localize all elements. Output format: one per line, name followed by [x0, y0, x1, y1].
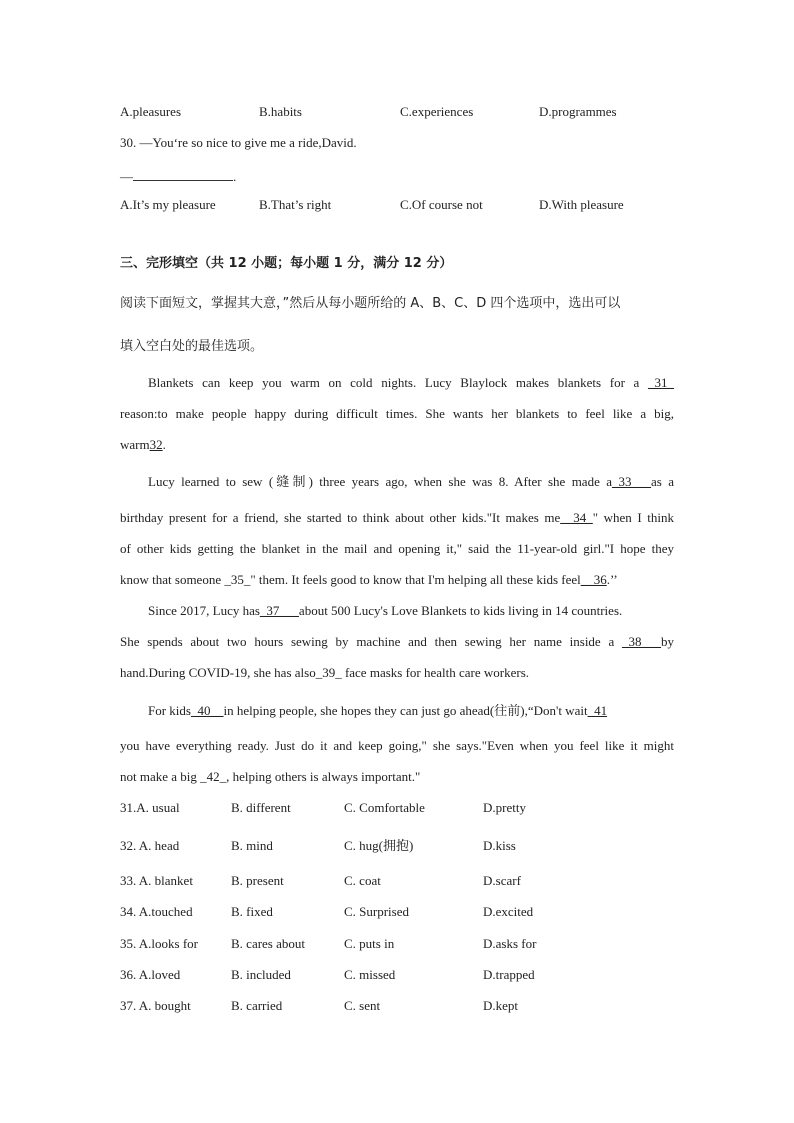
- passage-line: [120, 571, 674, 589]
- option-d: D.kept: [483, 998, 519, 1013]
- period: .: [233, 169, 237, 184]
- passage-line: hand.During COVID-19, she has also_39_ face masks for health care workers.: [120, 665, 530, 680]
- question-30-stem: [120, 134, 676, 152]
- blank-32: 32: [149, 437, 163, 452]
- passage-text: She spends about two hours sewing by machine and then sewing her name inside a: [120, 634, 615, 649]
- passage-line: reason:to make people happy during difficult times. She wants her blankets to feel like a big,: [120, 406, 674, 421]
- passage-text: about 500 Lucy's Love Blankets to kids living in 14 countries.: [298, 603, 623, 618]
- question-text: 30. —You‘re so nice to give me a ride,David.: [120, 135, 357, 150]
- option-a: A.pleasures: [120, 104, 182, 119]
- option-d: D.pretty: [483, 800, 526, 815]
- choice-row: [120, 935, 676, 953]
- option-b: B. carried: [231, 998, 283, 1013]
- option-c: C. sent: [344, 998, 381, 1013]
- option-c: C.Of course not: [400, 197, 483, 212]
- option-c: C. missed: [344, 967, 396, 982]
- choice-row: [120, 966, 676, 984]
- option-d: D.trapped: [483, 967, 535, 982]
- dash: —: [120, 169, 133, 184]
- passage-text: Lucy learned to sew (缝制) three years ago, when she was 8. After she made a: [148, 474, 613, 489]
- passage-line: [120, 374, 674, 392]
- question-30-answer-line: [120, 166, 676, 184]
- option-b: B. included: [231, 967, 291, 982]
- passage-line: [120, 509, 674, 527]
- option-a: 33. A. blanket: [120, 873, 193, 888]
- passage-line: [120, 633, 674, 651]
- option-a: 32. A. head: [120, 838, 180, 853]
- section-instruction: 阅读下面短文，掌握其大意，”然后从每小题所给的 A、B、C、D 四个选项中，选出可以: [120, 296, 621, 311]
- blank-33: _33___: [612, 474, 652, 489]
- passage-text: know that someone _35_" them. It feels good to know that I'm helping all these kids feel: [120, 572, 581, 587]
- passage-text: " when I think: [592, 510, 674, 525]
- blank-31: _31_: [648, 375, 674, 390]
- passage-line: [120, 602, 674, 620]
- option-b: B. present: [231, 873, 284, 888]
- blank-34: __34_: [560, 510, 593, 525]
- passage-line: of other kids getting the blanket in the mail and opening it," said the 11-year-old girl."I hope they: [120, 541, 674, 556]
- choice-row: [120, 872, 676, 890]
- choice-row: [120, 997, 676, 1015]
- passage-text: For kids: [148, 703, 191, 718]
- option-a: 31.A. usual: [120, 800, 180, 815]
- option-b: B. fixed: [231, 904, 273, 919]
- blank-37: _37___: [259, 603, 299, 618]
- option-a: 35. A.looks for: [120, 936, 198, 951]
- choice-row: [120, 837, 676, 855]
- option-c: C. coat: [344, 873, 381, 888]
- option-b: B. mind: [231, 838, 273, 853]
- passage-text: by: [661, 634, 675, 649]
- passage-text: birthday present for a friend, she started to think about other kids."It makes me: [120, 510, 561, 525]
- passage-text: .: [162, 437, 166, 452]
- passage-text: .’’: [606, 572, 618, 587]
- option-d: D.asks for: [483, 936, 537, 951]
- passage-text: as a: [651, 474, 675, 489]
- option-d: D.scarf: [483, 873, 521, 888]
- choice-row: [120, 799, 676, 817]
- option-d: D.With pleasure: [539, 197, 624, 212]
- option-a: 36. A.loved: [120, 967, 181, 982]
- option-b: B. cares about: [231, 936, 306, 951]
- blank-38: _38___: [622, 634, 662, 649]
- passage-line: [120, 473, 674, 491]
- section-heading: 三、完形填空（共 12 小题；每小题 1 分，满分 12 分）: [120, 256, 453, 271]
- question-30-options: [120, 196, 676, 214]
- blank-41: _41: [587, 703, 608, 718]
- option-a: 37. A. bought: [120, 998, 191, 1013]
- section-instruction-cont: 填入空白处的最佳选项。: [120, 339, 264, 354]
- passage-text: in helping people, she hopes they can just go ahead(往前),“Don't wait: [223, 703, 588, 718]
- passage-line: [120, 702, 674, 720]
- option-b: B. different: [231, 800, 291, 815]
- blank-40: _40__: [190, 703, 224, 718]
- passage-text: warm: [120, 437, 150, 452]
- option-b: B.That’s right: [259, 197, 332, 212]
- option-d: D.excited: [483, 904, 534, 919]
- choice-row: [120, 903, 676, 921]
- passage-text: Since 2017, Lucy has: [148, 603, 260, 618]
- option-c: C.experiences: [400, 104, 474, 119]
- passage-line: not make a big _42_, helping others is always important.": [120, 769, 421, 784]
- passage-line: you have everything ready. Just do it and keep going," she says."Even when you feel like it might: [120, 738, 674, 753]
- question-29-options: [120, 103, 676, 121]
- passage-line: [120, 436, 674, 454]
- option-c: C. Comfortable: [344, 800, 425, 815]
- option-a: 34. A.touched: [120, 904, 193, 919]
- option-a: A.It’s my pleasure: [120, 197, 216, 212]
- answer-blank: [133, 166, 233, 181]
- blank-36: __36: [580, 572, 607, 587]
- option-b: B.habits: [259, 104, 302, 119]
- option-c: C. Surprised: [344, 904, 409, 919]
- option-c: C. puts in: [344, 936, 395, 951]
- passage-text: Blankets can keep you warm on cold nights. Lucy Blaylock makes blankets for a: [148, 375, 640, 390]
- option-d: D.kiss: [483, 838, 516, 853]
- option-c: C. hug(拥抱): [344, 838, 414, 853]
- option-d: D.programmes: [539, 104, 617, 119]
